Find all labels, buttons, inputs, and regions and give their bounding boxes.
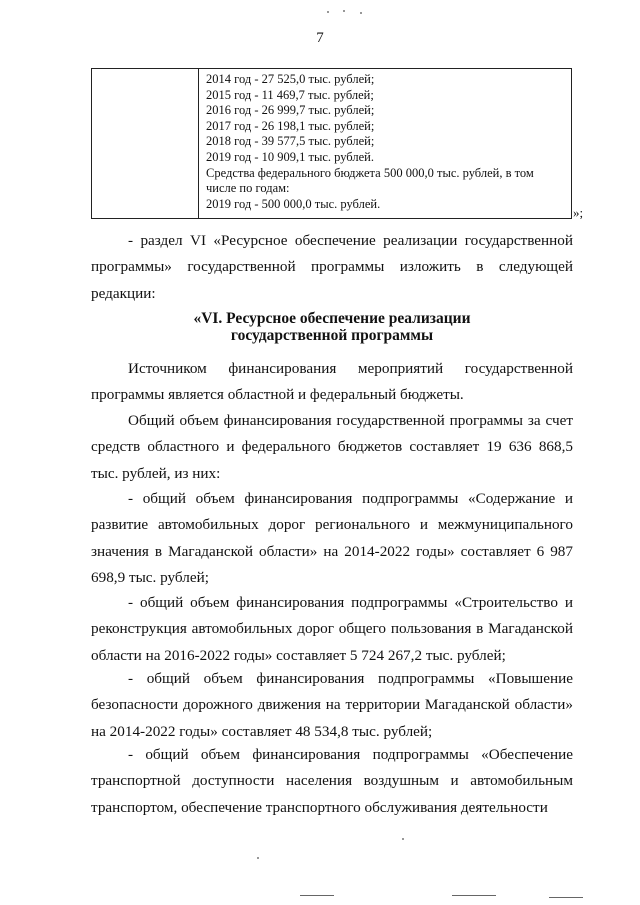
scan-streak — [452, 895, 496, 896]
scan-speck — [360, 12, 362, 14]
section-heading — [91, 310, 573, 344]
table-line-2014: 2014 год - 27 525,0 тыс. рублей; — [206, 72, 375, 86]
paragraph-block-3 — [91, 486, 573, 591]
scan-streak — [300, 895, 334, 896]
paragraph-subprogram-construction: - общий объем финансирования подпрограммы «Строительство и реконструкция автомобильных дорог общего пользования в Магаданской области на 2016-2022 годы» составляет 5 724 267,2 тыс. рублей; — [91, 594, 573, 664]
paragraph-source: Источником финансирования мероприятий государственной программы является областной и федеральный бюджеты. — [91, 360, 573, 404]
intro-paragraph: - раздел VI «Ресурсное обеспечение реализации государственной программы» государственной программы изложить в следующей редакции: — [91, 232, 573, 302]
table-federal-year: 2019 год - 500 000,0 тыс. рублей. — [206, 196, 381, 211]
scan-speck — [257, 857, 259, 859]
scan-streak — [549, 897, 583, 898]
intro-paragraph-block — [91, 228, 573, 307]
table-line-2017: 2017 год - 26 198,1 тыс. рублей; — [206, 118, 375, 133]
paragraph-block-6 — [91, 742, 573, 821]
table-cell-funding-years — [206, 72, 564, 212]
funding-table — [91, 68, 572, 219]
table-federal-note: Средства федерального бюджета 500 000,0 тыс. рублей, в том числе по годам: — [206, 165, 534, 196]
table-line-2019: 2019 год - 10 909,1 тыс. рублей. — [206, 149, 374, 164]
scan-speck — [343, 10, 345, 12]
scan-speck — [327, 11, 329, 13]
paragraph-block-4 — [91, 590, 573, 669]
paragraph-total-volume: Общий объем финансирования государственной программы за счет средств областного и федерального бюджетов составляет 19 636 868,5 тыс. рублей, из них: — [91, 412, 573, 482]
paragraph-subprogram-safety: - общий объем финансирования подпрограммы «Повышение безопасности дорожного движения на территории Магаданской области» на 2014-2022 годы» составляет 48 534,8 тыс. рублей; — [91, 670, 573, 740]
section-heading-line-2: государственной программы — [230, 327, 434, 344]
section-heading-line-1: «VI. Ресурсное обеспечение реализации — [193, 310, 471, 327]
scan-speck — [402, 838, 404, 840]
page-number: 7 — [316, 30, 324, 46]
paragraph-block-5 — [91, 666, 573, 745]
table-line-2015: 2015 год - 11 469,7 тыс. рублей; — [206, 87, 374, 102]
table-line-2018: 2018 год - 39 577,5 тыс. рублей; — [206, 134, 375, 149]
table-closing-mark: »; — [573, 205, 584, 220]
paragraph-subprogram-transport: - общий объем финансирования подпрограммы «Обеспечение транспортной доступности населения воздушным и автомобильным транспортом, обеспечение транспортного обслуживания деятельности — [91, 746, 573, 816]
paragraph-block-1 — [91, 356, 573, 409]
table-line-2016: 2016 год - 26 999,7 тыс. рублей; — [206, 103, 375, 118]
table-column-divider — [198, 69, 199, 218]
paragraph-subprogram-roads: - общий объем финансирования подпрограммы «Содержание и развитие автомобильных дорог регионального и межмуниципального значения в Магаданской области» на 2014-2022 годы» составляет 6 987 698,9 тыс. рублей; — [91, 490, 573, 586]
paragraph-block-2 — [91, 408, 573, 487]
